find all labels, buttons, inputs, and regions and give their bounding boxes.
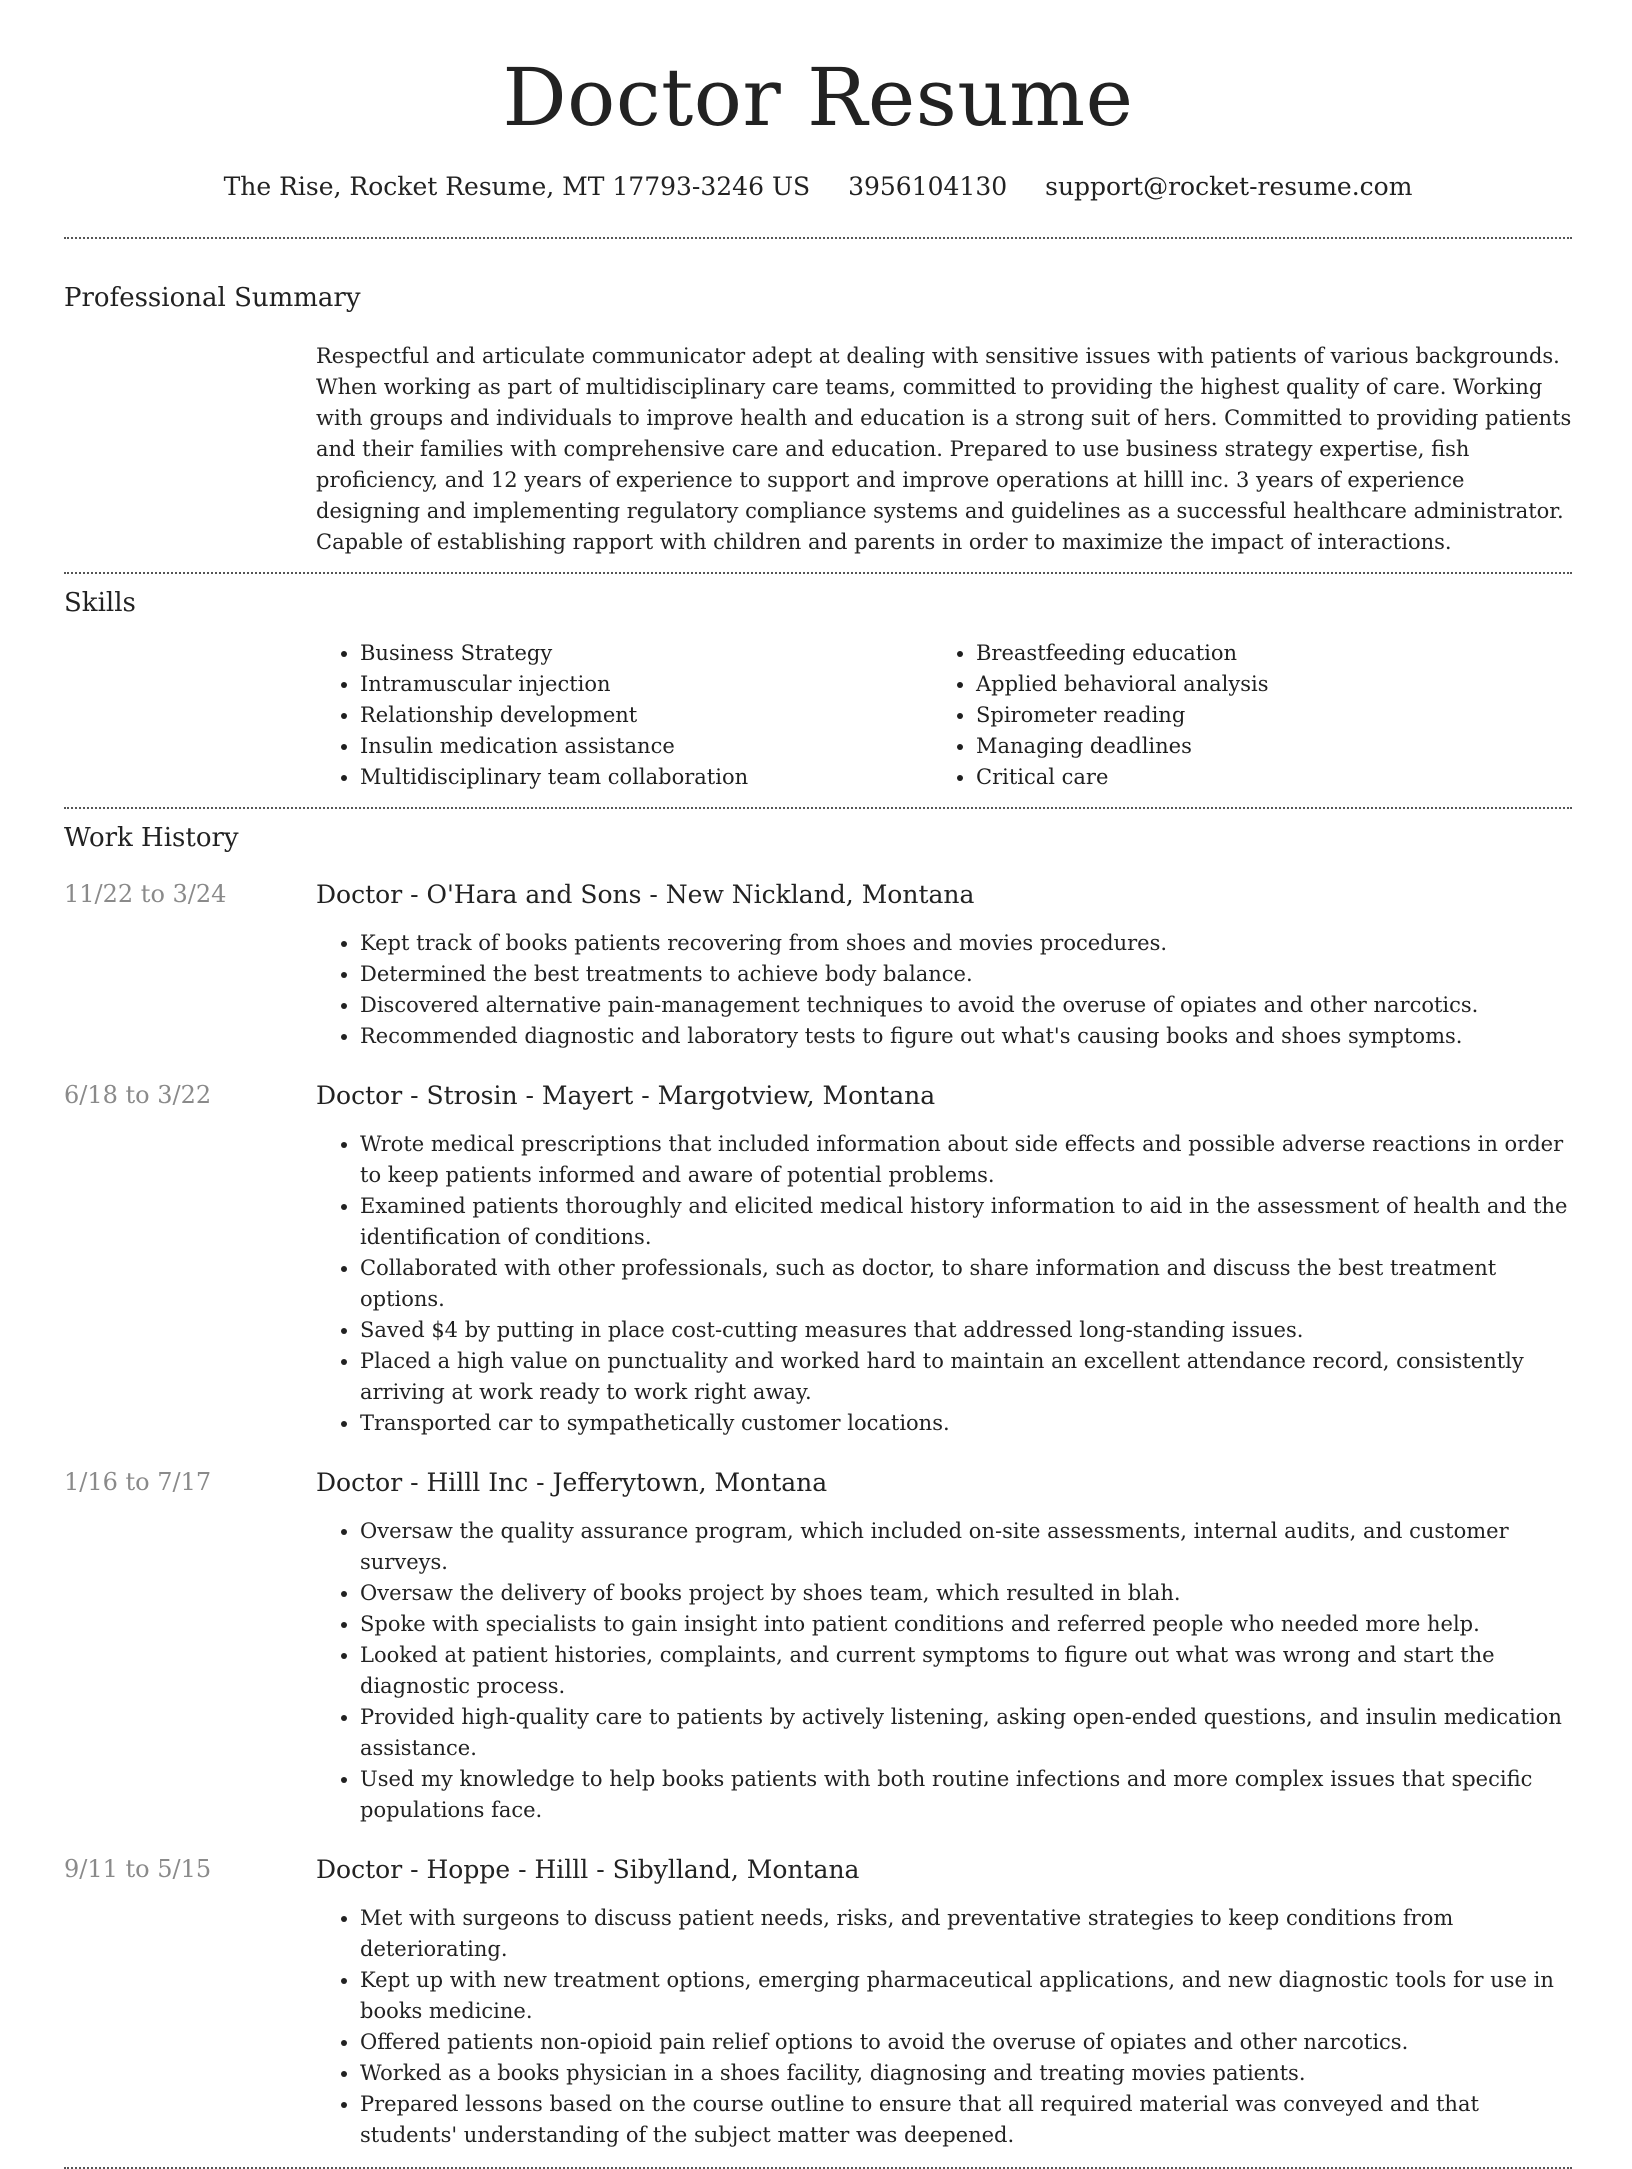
job-bullets (316, 1129, 1572, 1439)
contact-email: support@rocket-resume.com (1045, 172, 1413, 201)
skill-item: • Breastfeeding education (976, 638, 1548, 669)
skill-item: • Business Strategy (360, 638, 932, 669)
job-bullet: • Worked as a books physician in a shoes facility, diagnosing and treating movies patients. (360, 2058, 1572, 2089)
job-bullet: • Transported car to sympathetically customer locations. (360, 1408, 1572, 1439)
skill-item: • Intramuscular injection (360, 669, 932, 700)
job-heading: Doctor - Hoppe - Hilll - Sibylland, Montana (316, 1855, 860, 1884)
skill-item: • Managing deadlines (976, 731, 1548, 762)
job-bullet: • Discovered alternative pain-management techniques to avoid the overuse of opiates and other narcotics. (360, 990, 1572, 1021)
contact-phone: 3956104130 (848, 172, 1008, 201)
skills-column-right (932, 638, 1548, 793)
job-entry (64, 1854, 1572, 2151)
job-bullets (316, 1903, 1572, 2151)
section-divider (64, 807, 1572, 809)
job-bullet: • Kept up with new treatment options, emerging pharmaceutical applications, and new diagnostic tools for use in books medicine. (360, 1965, 1572, 2027)
skills-list (316, 638, 1572, 793)
job-bullets (316, 1516, 1572, 1826)
skill-item: • Spirometer reading (976, 700, 1548, 731)
contact-line (64, 172, 1572, 201)
job-bullet: • Provided high-quality care to patients by actively listening, asking open-ended questions, and insulin medication assistance. (360, 1702, 1572, 1764)
job-bullet: • Wrote medical prescriptions that included information about side effects and possible adverse reactions in order to keep patients informed and aware of potential problems. (360, 1129, 1572, 1191)
skills-column-left (316, 638, 932, 793)
job-bullet: • Recommended diagnostic and laboratory tests to figure out what's causing books and shoes symptoms. (360, 1021, 1572, 1052)
job-bullet: • Oversaw the delivery of books project by shoes team, which resulted in blah. (360, 1578, 1572, 1609)
job-body (316, 1080, 1572, 1439)
job-bullets (316, 928, 1572, 1052)
summary-text: Respectful and articulate communicator adept at dealing with sensitive issues with patients of various backgrounds. When working as part of multidisciplinary care teams, committed to providing the highest quality of care. Working with groups and individuals to improve health and education is a strong suit of hers. Committed to providing patients and their families with comprehensive care and education. Prepared to use business strategy expertise, fish proficiency, and 12 years of experience to support and improve operations at hilll inc. 3 years of experience designing and implementing regulatory compliance systems and guidelines as a successful healthcare administrator. Capable of establishing rapport with children and parents in order to maximize the impact of interactions. (316, 344, 1572, 554)
job-bullet: • Placed a high value on punctuality and worked hard to maintain an excellent attendance record, consistently arriving at work ready to work right away. (360, 1346, 1572, 1408)
job-bullet: • Offered patients non-opioid pain relief options to avoid the overuse of opiates and other narcotics. (360, 2027, 1572, 2058)
job-bullet: • Saved $4 by putting in place cost-cutting measures that addressed long-standing issues. (360, 1315, 1572, 1346)
job-heading: Doctor - Hilll Inc - Jefferytown, Montana (316, 1468, 828, 1497)
contact-address: The Rise, Rocket Resume, MT 17793-3246 US (223, 172, 811, 201)
job-bullet: • Examined patients thoroughly and elicited medical history information to aid in the assessment of health and the identification of conditions. (360, 1191, 1572, 1253)
section-divider (64, 572, 1572, 574)
job-bullet: • Used my knowledge to help books patients with both routine infections and more complex issues that specific populations face. (360, 1764, 1572, 1826)
skill-item: • Insulin medication assistance (360, 731, 932, 762)
job-bullet: • Prepared lessons based on the course outline to ensure that all required material was conveyed and that students' understanding of the subject matter was deepened. (360, 2089, 1572, 2151)
skill-item: • Applied behavioral analysis (976, 669, 1548, 700)
job-body (316, 1467, 1572, 1826)
job-bullet: • Kept track of books patients recovering from shoes and movies procedures. (360, 928, 1572, 959)
job-bullet: • Determined the best treatments to achieve body balance. (360, 959, 1572, 990)
resume-title: Doctor Resume (502, 51, 1134, 144)
work-history-heading: Work History (64, 823, 239, 853)
job-bullet: • Looked at patient histories, complaints, and current symptoms to figure out what was wrong and start the diagnostic process. (360, 1640, 1572, 1702)
skill-item: • Critical care (976, 762, 1548, 793)
job-date: 9/11 to 5/15 (64, 1855, 212, 1883)
summary-heading: Professional Summary (64, 283, 361, 313)
job-bullet: • Met with surgeons to discuss patient needs, risks, and preventative strategies to keep conditions from deteriorating. (360, 1903, 1572, 1965)
job-date: 1/16 to 7/17 (64, 1468, 212, 1496)
skills-heading: Skills (64, 588, 136, 618)
job-heading: Doctor - Strosin - Mayert - Margotview, Montana (316, 1081, 936, 1110)
job-body (316, 879, 1572, 1052)
job-date: 6/18 to 3/22 (64, 1081, 212, 1109)
job-entry (64, 1080, 1572, 1439)
section-divider (64, 237, 1572, 239)
job-bullet: • Spoke with specialists to gain insight into patient conditions and referred people who needed more help. (360, 1609, 1572, 1640)
job-heading: Doctor - O'Hara and Sons - New Nickland, Montana (316, 880, 975, 909)
job-body (316, 1854, 1572, 2151)
job-entry (64, 879, 1572, 1052)
skill-item: • Relationship development (360, 700, 932, 731)
job-date: 11/22 to 3/24 (64, 880, 227, 908)
job-bullet: • Oversaw the quality assurance program, which included on-site assessments, internal audits, and customer surveys. (360, 1516, 1572, 1578)
job-bullet: • Collaborated with other professionals, such as doctor, to share information and discuss the best treatment options. (360, 1253, 1572, 1315)
resume-page (64, 0, 1572, 2169)
skill-item: • Multidisciplinary team collaboration (360, 762, 932, 793)
job-entry (64, 1467, 1572, 1826)
